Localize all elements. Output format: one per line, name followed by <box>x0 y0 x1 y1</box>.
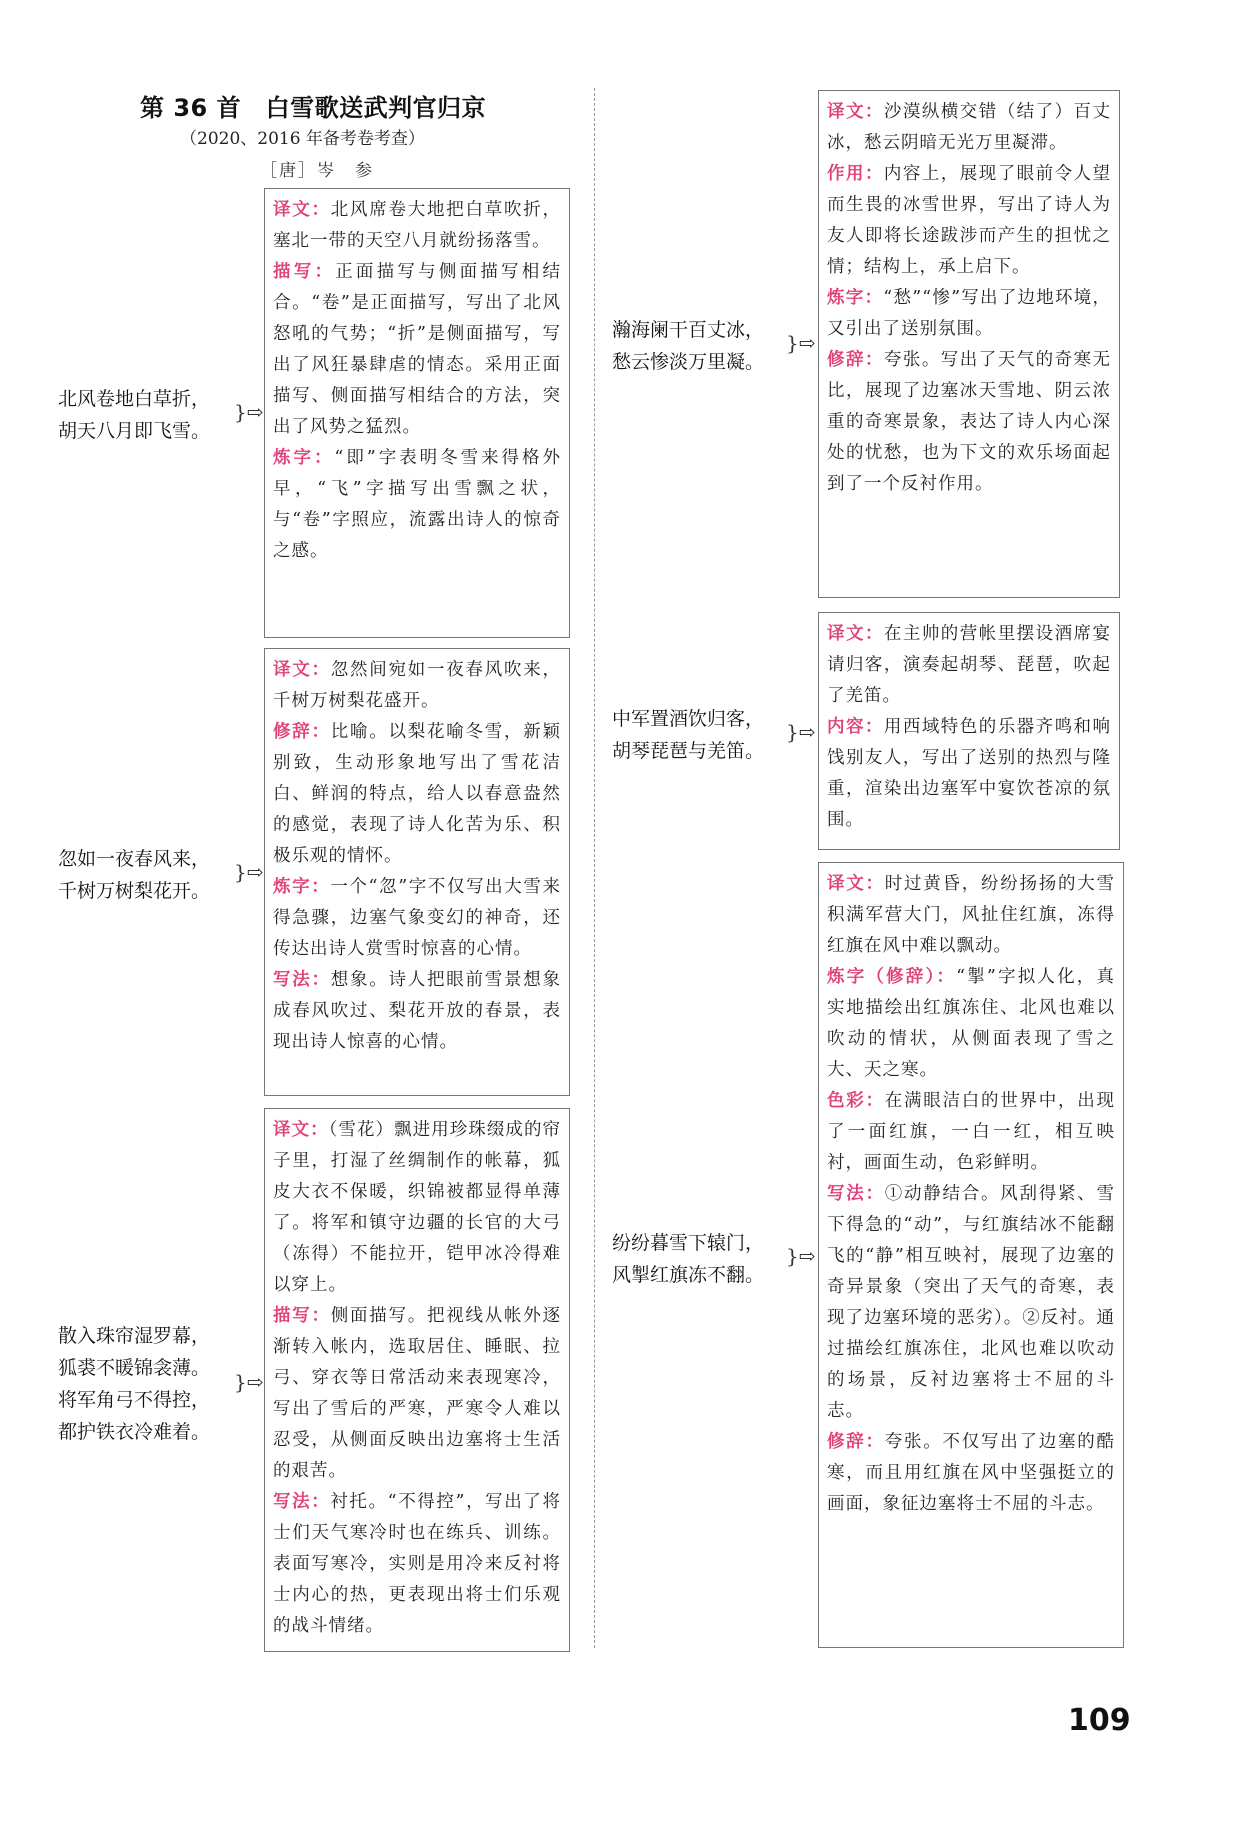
note-item <box>273 443 561 567</box>
note-text: 北风席卷大地把白草吹折，塞北一带的天空八月就纷扬落雪。 <box>273 200 561 251</box>
note-tag: 译文： <box>827 624 884 644</box>
note-text: 想象。诗人把眼前雪景想象成春风吹过、梨花开放的春景，表现出诗人惊喜的心情。 <box>273 970 561 1052</box>
note-item <box>827 345 1111 500</box>
note-item <box>273 872 561 965</box>
poem-stanza <box>58 1320 210 1448</box>
note-text: “愁”“惨”写出了边地环境，又引出了送别氛围。 <box>827 288 1111 339</box>
note-item <box>273 717 561 872</box>
note-item <box>827 1427 1115 1520</box>
poem-line: 散入珠帘湿罗幕， <box>58 1325 211 1347</box>
note-item <box>827 1179 1115 1427</box>
note-text: 沙漠纵横交错（结了）百丈冰，愁云阴暗无光万里凝滞。 <box>827 102 1112 153</box>
page-title: 第 36 首 白雪歌送武判官归京 <box>140 94 487 122</box>
note-item <box>273 195 561 257</box>
note-tag: 译文： <box>273 200 331 220</box>
note-tag: 炼字： <box>827 288 884 308</box>
poem-line: 纷纷暮雪下辕门， <box>612 1232 765 1254</box>
note-item <box>827 712 1111 836</box>
poem-line: 瀚海阑干百丈冰， <box>612 319 765 341</box>
note-tag: 作用： <box>827 164 884 184</box>
annotation-box <box>818 90 1120 598</box>
note-item <box>273 965 561 1058</box>
note-text: 内容上，展现了眼前令人望而生畏的冰雪世界，写出了诗人为友人即将长途跋涉而产生的担忧之情；结构上，承上启下。 <box>827 164 1112 277</box>
note-tag: 描写： <box>273 1306 331 1326</box>
note-item <box>827 159 1111 283</box>
note-item <box>827 283 1111 345</box>
note-tag: 炼字（修辞）： <box>827 967 957 987</box>
note-text: 一个“忽”字不仅写出大雪来得急骤，边塞气象变幻的神奇，还传达出诗人赏雪时惊喜的心情。 <box>273 877 561 959</box>
note-item <box>827 869 1115 962</box>
poem-couplet <box>58 843 210 907</box>
note-text: 夸张。不仅写出了边塞的酷寒，而且用红旗在风中坚强挺立的画面，象征边塞将士不屈的斗志。 <box>827 1432 1115 1514</box>
note-text: 夸张。写出了天气的奇寒无比，展现了边塞冰天雪地、阴云浓重的奇寒景象，表达了诗人内心深处的忧愁，也为下文的欢乐场面起到了一个反衬作用。 <box>827 350 1112 494</box>
note-item <box>273 655 561 717</box>
note-item <box>273 1301 561 1487</box>
brace-arrow-icon: }⇨ <box>234 400 264 424</box>
note-tag: 修辞： <box>827 1432 885 1452</box>
annotation-box <box>818 612 1120 850</box>
note-tag: 译文： <box>827 102 884 122</box>
poem-couplet <box>58 383 210 447</box>
note-text: 在满眼洁白的世界中，出现了一面红旗，一白一红，相互映衬，画面生动，色彩鲜明。 <box>827 1091 1115 1173</box>
note-item <box>827 962 1115 1086</box>
poem-line: 中军置酒饮归客， <box>612 708 765 730</box>
note-tag: 译文： <box>827 874 885 894</box>
note-tag: 写法： <box>273 970 331 990</box>
poem-line: 都护铁衣冷难着。 <box>58 1421 211 1443</box>
note-text: （雪花）飘进用珍珠缀成的帘子里，打湿了丝绸制作的帐幕，狐皮大衣不保暖，织锦被都显得单薄了。将军和镇守边疆的长官的大弓（冻得）不能拉开，铠甲冰冷得难以穿上。 <box>273 1120 562 1295</box>
note-text: ①动静结合。风刮得紧、雪下得急的“动”，与红旗结冰不能翻飞的“静”相互映衬，展现了边塞的奇异景象（突出了天气的奇寒，表现了边塞环境的恶劣）。②反衬。通过描绘红旗冻住，北风也难以吹动的场景，反衬边塞将士不屈的斗志。 <box>827 1184 1115 1421</box>
poem-couplet <box>612 703 764 767</box>
poem-line: 愁云惨淡万里凝。 <box>612 351 765 373</box>
poem-line: 千树万树梨花开。 <box>58 880 211 902</box>
brace-arrow-icon: }⇨ <box>234 860 264 884</box>
note-tag: 描写： <box>273 262 336 282</box>
note-text: 侧面描写。把视线从帐外逐渐转入帐内，选取居住、睡眠、拉弓、穿衣等日常活动来表现寒冷，写出了雪后的严寒，严寒令人难以忍受，从侧面反映出边塞将士生活的艰苦。 <box>273 1306 561 1481</box>
poem-line: 风掣红旗冻不翻。 <box>612 1264 765 1286</box>
poem-couplet <box>612 314 764 378</box>
note-tag: 写法： <box>827 1184 885 1204</box>
brace-arrow-icon: }⇨ <box>786 720 816 744</box>
brace-arrow-icon: }⇨ <box>786 1244 816 1268</box>
exam-note: （2020、2016 年备考卷考查） <box>180 129 425 149</box>
poem-line: 忽如一夜春风来， <box>58 848 211 870</box>
poem-couplet <box>612 1227 764 1291</box>
note-text: 忽然间宛如一夜春风吹来，千树万树梨花盛开。 <box>273 660 561 711</box>
note-text: 时过黄昏，纷纷扬扬的大雪积满军营大门，风扯住红旗，冻得红旗在风中难以飘动。 <box>827 874 1115 956</box>
note-item <box>273 257 561 443</box>
poem-author: ［唐］岑 参 <box>260 161 374 181</box>
note-tag: 译文： <box>273 660 331 680</box>
note-item <box>827 619 1111 712</box>
brace-arrow-icon: }⇨ <box>786 331 816 355</box>
annotation-box <box>818 862 1124 1648</box>
annotation-box <box>264 188 570 638</box>
note-item <box>827 1086 1115 1179</box>
poem-line: 将军角弓不得控， <box>58 1389 211 1411</box>
note-tag: 写法： <box>273 1492 331 1512</box>
poem-line: 狐裘不暖锦衾薄。 <box>58 1357 211 1379</box>
note-text: 衬托。“不得控”，写出了将士们天气寒冷时也在练兵、训练。表面写寒冷，实则是用冷来反衬将士内心的热，更表现出将士们乐观的战斗情绪。 <box>273 1492 561 1636</box>
note-text: “即”字表明冬雪来得格外早，“飞”字描写出雪飘之状，与“卷”字照应，流露出诗人的惊奇之感。 <box>273 448 561 561</box>
note-tag: 色彩： <box>827 1091 885 1111</box>
note-tag: 修辞： <box>273 722 331 742</box>
note-text: 用西域特色的乐器齐鸣和响饯别友人，写出了送别的热烈与隆重，渲染出边塞军中宴饮苍凉的氛围。 <box>827 717 1112 830</box>
note-text: “掣”字拟人化，真实地描绘出红旗冻住、北风也难以吹动的情状，从侧面表现了雪之大、天之寒。 <box>827 967 1115 1080</box>
annotation-box <box>264 648 570 1096</box>
poem-line: 胡琴琵琶与羌笛。 <box>612 740 765 762</box>
note-tag: 译文： <box>273 1120 329 1140</box>
note-item <box>273 1115 561 1301</box>
note-item <box>827 97 1111 159</box>
poem-line: 北风卷地白草折， <box>58 388 211 410</box>
note-tag: 炼字： <box>273 877 331 897</box>
page-number: 109 <box>1068 1703 1131 1738</box>
note-tag: 炼字： <box>273 448 335 468</box>
note-text: 在主帅的营帐里摆设酒席宴请归客，演奏起胡琴、琵琶，吹起了羌笛。 <box>827 624 1112 706</box>
note-tag: 修辞： <box>827 350 884 370</box>
note-text: 比喻。以梨花喻冬雪，新颖别致，生动形象地写出了雪花洁白、鲜润的特点，给人以春意盎然的感觉，表现了诗人化苦为乐、积极乐观的情怀。 <box>273 722 561 866</box>
note-item <box>273 1487 561 1642</box>
column-divider <box>594 88 595 1648</box>
annotation-box <box>264 1108 570 1652</box>
brace-arrow-icon: }⇨ <box>234 1370 264 1394</box>
note-text: 正面描写与侧面描写相结合。“卷”是正面描写，写出了北风怒吼的气势；“折”是侧面描写，写出了风狂暴肆虐的情态。采用正面描写、侧面描写相结合的方法，突出了风势之猛烈。 <box>273 262 562 437</box>
poem-line: 胡天八月即飞雪。 <box>58 420 211 442</box>
note-tag: 内容： <box>827 717 884 737</box>
